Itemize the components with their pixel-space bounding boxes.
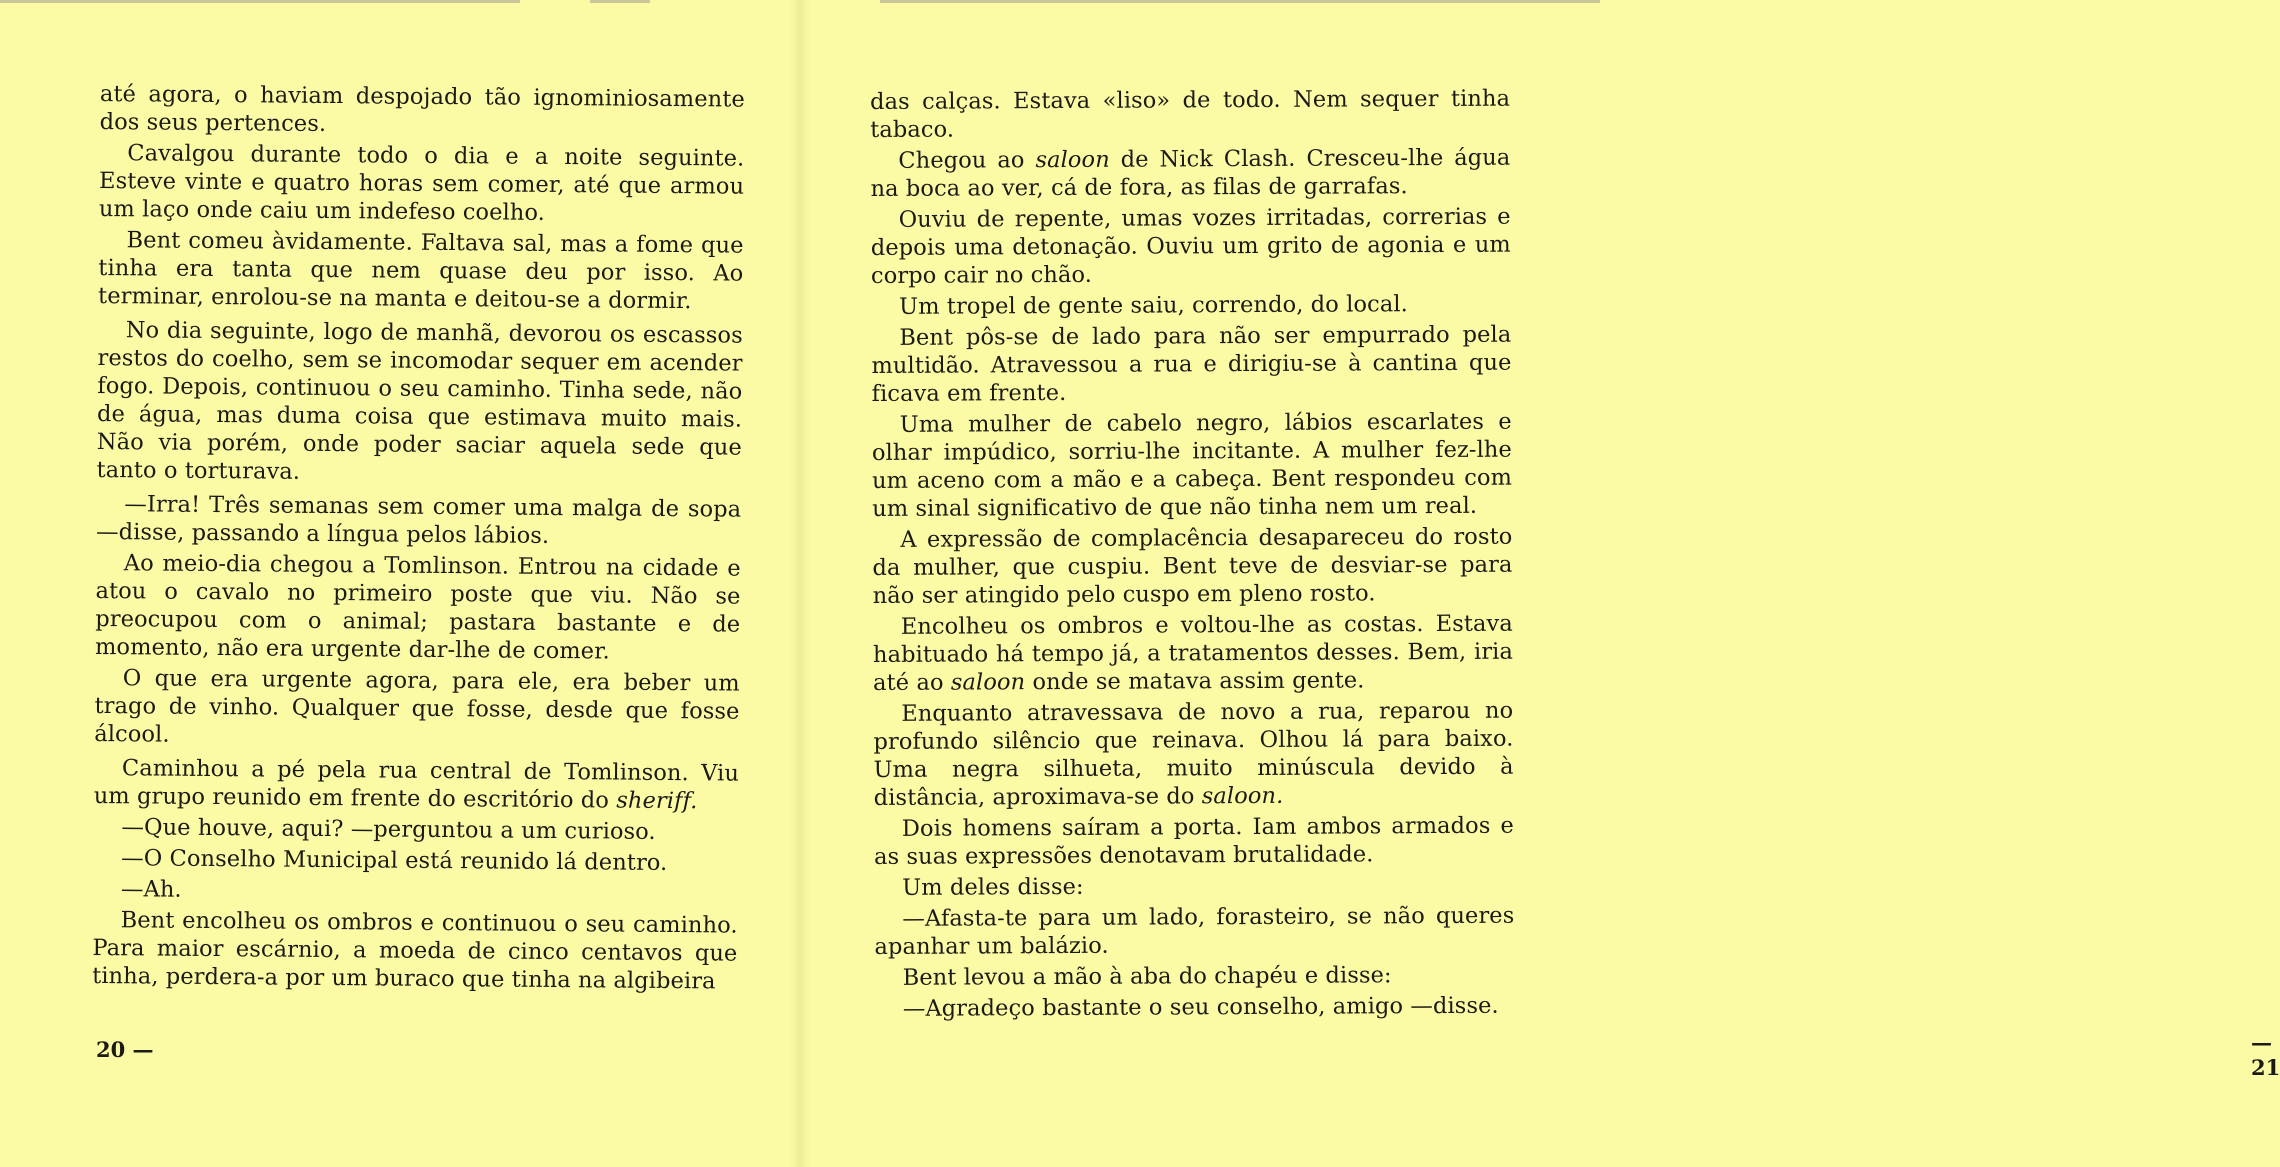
text-run: Caminhou a pé pela rua central de Tomlinson. Viu um grupo reunido em frente do escritório do — [93, 755, 740, 814]
paragraph — [873, 697, 1514, 812]
paragraph: Cavalgou durante todo o dia e a noite seguinte. Esteve vinte e quatro horas sem comer, até que armou um laço onde caiu um indefeso coelho. — [98, 140, 745, 226]
page-number-left: 20 — — [96, 1037, 154, 1062]
italic-term: saloon. — [1201, 782, 1284, 810]
text-run: de Nick Clash. Cresceu-lhe água na boca ao ver, cá de fora, as filas de garrafas. — [870, 144, 1511, 202]
paragraph: Uma mulher de cabelo negro, lábios escarlates e olhar impúdico, sorriu-lhe incitante. A mulher fez-lhe um aceno com a mão e a cabeça. Bent respondeu com um sinal significativo de que não tinha nem um real. — [871, 408, 1513, 522]
paragraph: Bent pôs-se de lado para não ser empurrado pela multidão. Atravessou a rua e dirigiu-se à cantina que ficava em frente. — [871, 321, 1512, 407]
paragraph — [94, 754, 739, 816]
dialogue-line: —Agradeço bastante o seu conselho, amigo —disse. — [902, 992, 1499, 1022]
dialogue-line: —Que houve, aqui? —perguntou a um curioso. — [121, 814, 656, 845]
paragraph: O que era urgente agora, para ele, era beber um trago de vinho. Qualquer que fosse, desde que fosse álcool. — [94, 665, 740, 748]
paragraph: Bent comeu àvidamente. Faltava sal, mas a fome que tinha era tanta que nem quase deu por isso. Ao terminar, enrolou-se na manta e deitou-se a dormir. — [98, 227, 744, 315]
italic-term: sheriff. — [616, 787, 698, 815]
right-page — [810, 0, 2280, 1167]
paragraph — [870, 144, 1510, 203]
paragraph: Bent encolheu os ombros e continuou o seu caminho. Para maior escárnio, a moeda de cinco centavos que tinha, perdera-a por um buraco que tinha na algibeira — [92, 907, 738, 995]
dialogue-line: —O Conselho Municipal está reunido lá dentro. — [121, 845, 668, 876]
paragraph: Um deles disse: — [902, 873, 1084, 901]
paragraph: Um tropel de gente saiu, correndo, do local. — [899, 291, 1408, 320]
paragraph: No dia seguinte, logo de manhã, devorou os escassos restos do coelho, sem se incomodar sequer em acender fogo. Depois, continuou o seu caminho. Tinha sede, não de água, mas duma coisa que estimava muito mais. Não via porém, onde poder saciar aquela sede que tanto o torturava. — [96, 317, 743, 485]
text-run: Chegou ao — [898, 147, 1036, 174]
dialogue-line: —Afasta-te para um lado, forasteiro, se não queres apanhar um balázio. — [874, 902, 1515, 960]
text-run: Encolheu os ombros e voltou-lhe as costas. Estava habituado há tempo já, a tratamentos desses. Bem, iria até ao — [872, 610, 1514, 696]
text-run: Enquanto atravessava de novo a rua, reparou no profundo silêncio que reinava. Olhou lá para baixo. Uma negra silhueta, muito minúscula devido à distância, aproximava-se do — [873, 697, 1514, 811]
paragraph: até agora, o haviam despojado tão ignominiosamente dos seus pertences. — [99, 80, 745, 137]
italic-term: saloon — [1035, 146, 1110, 174]
paragraph: Dois homens saíram a porta. Iam ambos armados e as suas expressões denotavam brutalidade. — [873, 812, 1514, 870]
book-gutter — [790, 0, 810, 1167]
paragraph: das calças. Estava «liso» de todo. Nem sequer tinha tabaco. — [870, 85, 1511, 143]
paragraph — [873, 610, 1513, 697]
dialogue-line: —Ah. — [120, 876, 182, 903]
paragraph: A expressão de complacência desapareceu do rosto da mulher, que cuspiu. Bent teve de desviar-se para não ser atingido pelo cuspo em pleno rosto. — [872, 523, 1513, 609]
left-page — [0, 0, 790, 1167]
paragraph: Ouviu de repente, umas vozes irritadas, correrias e depois uma detonação. Ouviu um grito de agonia e um corpo cair no chão. — [870, 203, 1511, 289]
italic-term: saloon — [950, 669, 1026, 696]
paragraph: Ao meio-dia chegou a Tomlinson. Entrou na cidade e atou o cavalo no primeiro poste que viu. Não se preocupou com o animal; pastara bastante e de momento, não era urgente dar-lhe de comer. — [94, 550, 741, 665]
right-page-text — [870, 85, 1515, 1026]
paragraph: Bent levou a mão à aba do chapéu e disse: — [902, 962, 1392, 991]
paragraph: —Irra! Três semanas sem comer uma malga de sopa —disse, passando a língua pelos lábios. — [95, 491, 742, 549]
page-number-right: — 21 — [2251, 1030, 2280, 1080]
text-run: onde se matava assim gente. — [1025, 667, 1365, 696]
left-page-text — [92, 80, 745, 999]
